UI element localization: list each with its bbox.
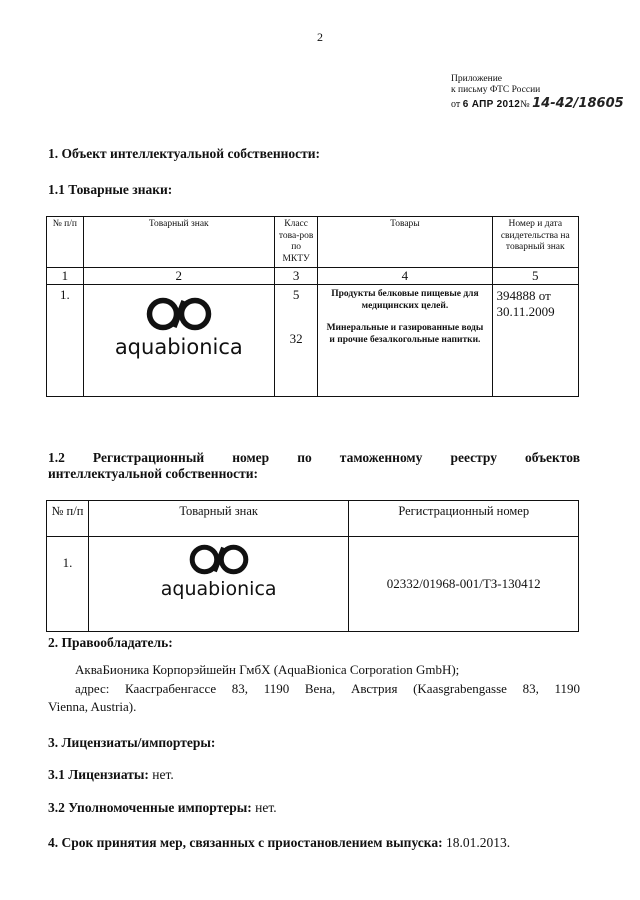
term-value: 18.01.2013. <box>442 835 511 850</box>
appendix-date-line <box>451 96 624 111</box>
logo-wordmark: aquabionica <box>160 578 277 600</box>
table-row <box>47 285 579 397</box>
class-value: 32 <box>289 331 303 346</box>
header-cell: Класс това-ров по МКТУ <box>274 217 317 268</box>
term-label: 4. Срок принятия мер, связанных с приостановлением выпуска: <box>48 835 443 850</box>
column-number: 2 <box>83 268 274 285</box>
number-prefix: № <box>520 99 530 110</box>
header-cell: Регистрационный номер <box>349 501 579 537</box>
logo-wordmark: aquabionica <box>114 335 243 359</box>
registration-number-cell: 02332/01968-001/ТЗ-130412 <box>349 537 579 632</box>
class-value: 5 <box>292 287 300 302</box>
trademark-cell <box>88 537 349 632</box>
appendix-line-2: к письму ФТС России <box>451 85 541 95</box>
column-number: 3 <box>274 268 317 285</box>
section-1-1-title: 1.1 Товарные знаки: <box>48 182 173 197</box>
date-prefix: от <box>451 99 461 110</box>
handwritten-number: 14-42/18605 <box>532 96 624 111</box>
column-number-row <box>47 268 579 285</box>
customs-register-table <box>46 500 579 632</box>
table-header-row <box>47 217 579 268</box>
logo-symbol-icon <box>146 297 212 331</box>
header-cell: № п/п <box>47 501 89 537</box>
table-row <box>47 537 579 632</box>
column-number: 5 <box>492 268 578 285</box>
header-cell: Товарный знак <box>88 501 349 537</box>
page-number: 2 <box>317 30 323 44</box>
trademarks-table <box>46 216 579 397</box>
aquabionica-logo <box>84 285 274 359</box>
section-4 <box>48 835 510 851</box>
section-3-title: 3. Лицензиаты/импортеры: <box>48 735 216 750</box>
header-cell: Товары <box>318 217 492 268</box>
column-number: 4 <box>318 268 492 285</box>
header-cell: Товарный знак <box>83 217 274 268</box>
rightholder-address-line-2: Vienna, Austria). <box>48 699 137 714</box>
section-1-2-title-line-2: интеллектуальной собственности: <box>48 466 258 481</box>
row-number: 1. <box>47 285 84 397</box>
date-stamp: 6 АПР 2012 <box>462 99 521 110</box>
row-number: 1. <box>47 537 89 632</box>
class-cell <box>274 285 317 397</box>
table-header-row <box>47 501 579 537</box>
appendix-block <box>451 74 540 96</box>
section-1-2-title-line-1: 1.2 Регистрационный номер по таможенному реестру объектов <box>48 450 580 465</box>
importers-label: 3.2 Уполномоченные импортеры: <box>48 800 252 815</box>
goods-item: Продукты белковые пищевые для медицинских целей. <box>331 289 479 311</box>
column-number: 1 <box>47 268 84 285</box>
trademark-cell <box>83 285 274 397</box>
header-cell: № п/п <box>47 217 84 268</box>
certificate-cell: 394888 от 30.11.2009 <box>492 285 578 397</box>
licensees-label: 3.1 Лицензиаты: <box>48 767 149 782</box>
section-3-2 <box>48 800 277 816</box>
importers-value: нет. <box>251 800 277 815</box>
header-cell: Номер и дата свидетельства на товарный знак <box>492 217 578 268</box>
logo-symbol-icon <box>189 544 249 575</box>
appendix-line-1: Приложение <box>451 74 502 84</box>
goods-item: Минеральные и газированные воды и прочие безалкогольные напитки. <box>326 323 484 345</box>
licensees-value: нет. <box>148 767 174 782</box>
aquabionica-logo <box>89 537 349 600</box>
section-2-title: 2. Правообладатель: <box>48 635 173 650</box>
section-3-1 <box>48 767 174 783</box>
rightholder-name: АкваБионика Корпорэйшейн ГмбХ (AquaBionica Corporation GmbH); <box>75 662 460 677</box>
goods-cell <box>318 285 492 397</box>
section-1-title: 1. Объект интеллектуальной собственности: <box>48 146 321 161</box>
rightholder-address-line-1: адрес: Каасграбенгассе 83, 1190 Вена, Австрия (Kaasgrabengasse 83, 1190 <box>75 681 580 696</box>
